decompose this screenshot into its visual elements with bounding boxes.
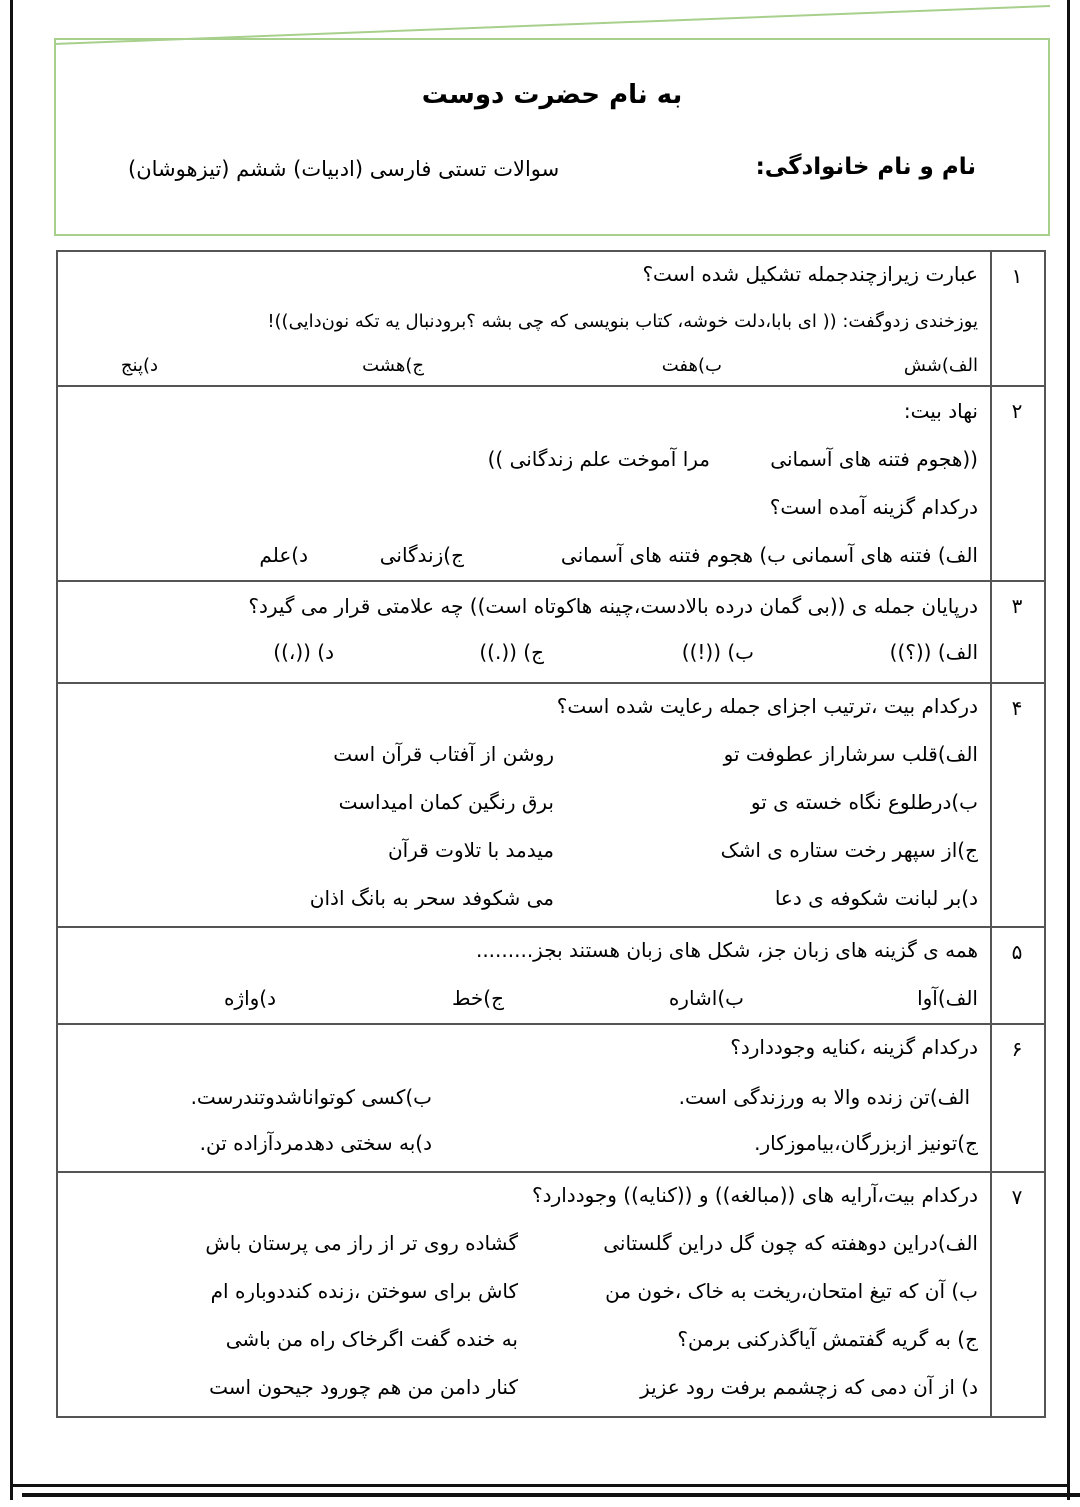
option-b: ب)اشاره [668, 986, 744, 1010]
page-title: به نام حضرت دوست [421, 80, 683, 110]
option-a: الف)آوا [917, 986, 978, 1010]
question-number-cell [990, 387, 1044, 580]
question-number-cell [990, 928, 1044, 1023]
couplet-b-first: ب) آن که تیغ امتحان،ریخت به خاک ،خون من [605, 1279, 978, 1303]
verse-first-hemistich: ((هجوم فتنه های آسمانی [770, 447, 978, 471]
question-text: درکدام گزینه ،کنایه وجوددارد؟ [730, 1035, 978, 1059]
question-number: ۴ [1011, 696, 1023, 720]
name-label: نام و نام خانوادگی: [755, 154, 976, 180]
question-number: ۱ [1011, 264, 1023, 288]
option-c: ج)خط [451, 986, 504, 1010]
question-text: درکدام بیت،آرایه های ((مبالغه)) و ((کنایه)) وجوددارد؟ [532, 1183, 978, 1207]
option-c: ج) ((.)) [479, 640, 544, 664]
option-b: ب) هجوم فتنه های آسمانی [560, 543, 786, 567]
question-row-5 [58, 928, 1044, 1025]
question-text: درکدام بیت ،ترتیب اجزای جمله رعایت شده است؟ [556, 694, 978, 718]
option-a: الف) فتنه های آسمانی [791, 543, 978, 567]
option-d: د) ((،)) [273, 640, 334, 664]
option-c: ج)هشت [362, 355, 424, 376]
option-d: د)علم [259, 543, 308, 567]
couplet-c-second: میدمد با تلاوت قرآن [387, 838, 554, 862]
verse-second-hemistich: مرا آموخت علم زندگانی )) [487, 447, 710, 471]
option-a: الف) ((؟)) [889, 640, 978, 664]
option-b: ب)هفت [661, 355, 722, 376]
couplet-c-first: ج)از سپهر رخت ستاره ی اشک [720, 838, 978, 862]
questions-table [56, 250, 1046, 1418]
couplet-a-second: روشن از آفتاب قرآن است [333, 742, 554, 766]
option-c: ج)زندگانی [379, 543, 464, 567]
question-text: درپایان جمله ی ((بی گمان درده بالادست،چینه هاکوتاه است)) چه علامتی قرار می گیرد؟ [248, 594, 978, 618]
couplet-d-first: د)بر لبانت شکوفه ی دعا [774, 886, 978, 910]
page-border-bottom [10, 1484, 1070, 1487]
page-border-left [10, 0, 13, 1500]
couplet-d-first: د) از آن دمی که زچشمم برفت رود عزیز [640, 1375, 978, 1399]
question-number: ۶ [1011, 1037, 1023, 1061]
exam-subtitle: سوالات تستی فارسی (ادبیات) ششم (تیزهوشان) [128, 157, 560, 181]
question-number-cell [990, 1025, 1044, 1171]
couplet-d-second: می شکوفد سحر به بانگ اذان [309, 886, 554, 910]
question-number-cell [990, 684, 1044, 926]
page-border-right [1067, 0, 1070, 1500]
page-border-bottom-shadow [22, 1493, 1080, 1497]
question-number-cell [990, 1173, 1044, 1416]
option-d: د)پنج [120, 355, 158, 376]
option-d: د)واژه [223, 986, 276, 1010]
question-row-7 [58, 1173, 1044, 1416]
question-row-3 [58, 582, 1044, 684]
question-text: همه ی گزینه های زبان جز، شکل های زبان هستند بجز......... [475, 938, 978, 962]
option-a: الف)شش [903, 355, 978, 376]
question-number: ۲ [1011, 399, 1023, 423]
question-row-1 [58, 252, 1044, 387]
question-row-6 [58, 1025, 1044, 1173]
question-number: ۳ [1011, 594, 1023, 618]
option-b: ب)کسی کوتواناشدوتندرست. [190, 1085, 432, 1109]
question-text: عبارت زیرازچندجمله تشکیل شده است؟ [642, 262, 978, 286]
question-number-cell [990, 582, 1044, 682]
option-c: ج)تونیز ازبزرگان،بیاموزکار. [754, 1131, 978, 1155]
couplet-b-second: کاش برای سوختن ،زنده کنددوباره ام [210, 1279, 518, 1303]
option-b: ب) ((!)) [681, 640, 754, 664]
couplet-a-first: الف)قلب سرشاراز عطوفت تو [723, 742, 978, 766]
question-row-2 [58, 387, 1044, 582]
couplet-a-second: گشاده روی تر از راز می پرستان باش [205, 1231, 518, 1255]
couplet-c-first: ج) به گریه گفتمش آیاگذرکنی برمن؟ [677, 1327, 978, 1351]
question-number-cell [990, 252, 1044, 385]
question-number: ۷ [1011, 1185, 1023, 1209]
option-d: د)به سختی دهدمردآزاده تن. [199, 1131, 432, 1155]
couplet-c-second: به خنده گفت اگرخاک راه من باشی [225, 1327, 518, 1351]
header-box [54, 38, 1050, 236]
question-row-4 [58, 684, 1044, 928]
couplet-a-first: الف)دراین دوهفته که چون گل دراین گلستانی [603, 1231, 978, 1255]
couplet-d-second: کنار دامن من هم چورود جیحون است [209, 1375, 518, 1399]
couplet-b-second: برق رنگین کمان امیداست [338, 790, 554, 814]
question-number: ۵ [1011, 940, 1023, 964]
question-subtext: درکدام گزینه آمده است؟ [769, 495, 978, 519]
question-quote: یوزخندی زدوگفت: (( ای بابا،دلت خوشه، کتاب بنویسی که چی بشه ؟برودنبال یه تکه نون‌دایی))! [267, 311, 978, 332]
couplet-b-first: ب)درطلوع نگاه خسته ی تو [750, 790, 978, 814]
question-text: نهاد بیت: [903, 399, 978, 423]
option-a: الف)تن زنده والا به ورزندگی است. [678, 1085, 970, 1109]
